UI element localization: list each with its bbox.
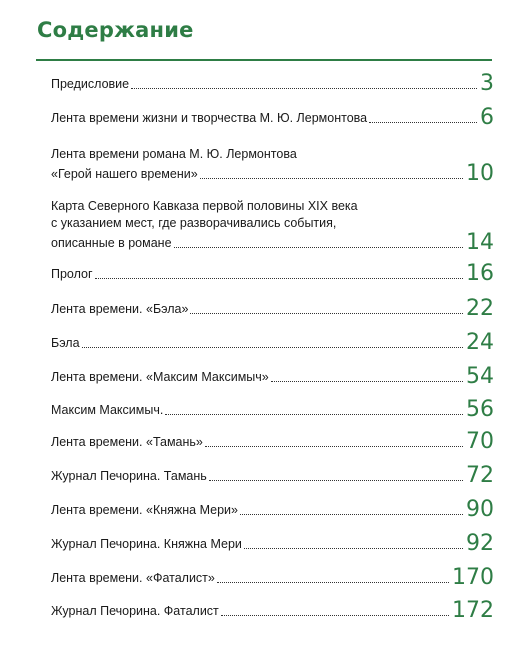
toc-entry-title: Лента времени. «Фаталист»	[51, 571, 215, 585]
toc-entry-title: Лента времени. «Тамань»	[51, 435, 203, 449]
toc-entry-1[interactable]	[51, 71, 494, 96]
toc-page-number: 56	[466, 397, 494, 422]
toc-entry-3[interactable]	[51, 146, 494, 186]
toc-entry-title: Лента времени. «Княжна Мери»	[51, 503, 238, 517]
toc-entry-10[interactable]	[51, 429, 494, 454]
toc-page-number: 10	[466, 161, 494, 186]
dot-leader	[217, 582, 449, 583]
toc-entry-11[interactable]	[51, 463, 494, 488]
toc-entry-title: Журнал Печорина. Княжна Мери	[51, 537, 242, 551]
toc-entry-5[interactable]	[51, 261, 494, 286]
toc-entry-4[interactable]	[51, 198, 494, 255]
toc-entry-title: «Герой нашего времени»	[51, 167, 198, 181]
dot-leader	[244, 548, 463, 549]
toc-page-number: 170	[452, 565, 494, 590]
dot-leader	[221, 615, 449, 616]
toc-entry-9[interactable]	[51, 397, 494, 422]
toc-page-number: 24	[466, 330, 494, 355]
dot-leader	[205, 446, 463, 447]
toc-entry-title: Максим Максимыч.	[51, 403, 164, 417]
toc-entry-title: с указанием мест, где разворачивались события,	[51, 216, 337, 230]
dot-leader	[174, 247, 463, 248]
toc-entry-2[interactable]	[51, 105, 494, 130]
dot-leader	[369, 122, 477, 123]
toc-page-number: 54	[466, 364, 494, 389]
dot-leader	[190, 313, 463, 314]
toc-entry-8[interactable]	[51, 364, 494, 389]
toc-entry-6[interactable]	[51, 296, 494, 321]
toc-page-number: 172	[452, 598, 494, 623]
toc-page-number: 14	[466, 230, 494, 255]
title-divider	[36, 59, 492, 61]
dot-leader	[209, 480, 463, 481]
toc-entry-title: Лента времени. «Бэла»	[51, 302, 189, 316]
toc-entry-12[interactable]	[51, 497, 494, 522]
toc-page-number: 92	[466, 531, 494, 556]
toc-entry-title: Бэла	[51, 336, 80, 350]
toc-entry-title: Пролог	[51, 267, 93, 281]
toc-entry-title: Предисловие	[51, 77, 130, 91]
toc-entry-title: Лента времени. «Максим Максимыч»	[51, 370, 269, 384]
toc-entry-14[interactable]	[51, 565, 494, 590]
dot-leader	[200, 178, 463, 179]
toc-entry-title: описанные в романе	[51, 236, 172, 250]
dot-leader	[82, 347, 463, 348]
toc-entry-title: Лента времени романа М. Ю. Лермонтова	[51, 147, 297, 161]
page-title: Содержание	[37, 18, 194, 42]
toc-page-number: 70	[466, 429, 494, 454]
dot-leader	[165, 414, 463, 415]
dot-leader	[95, 278, 463, 279]
toc-entry-title: Карта Северного Кавказа первой половины XIX века	[51, 199, 358, 213]
toc-page-number: 22	[466, 296, 494, 321]
toc-entry-7[interactable]	[51, 330, 494, 355]
toc-entry-title: Лента времени жизни и творчества М. Ю. Лермонтова	[51, 111, 368, 125]
toc-page-number: 16	[466, 261, 494, 286]
toc-entry-13[interactable]	[51, 531, 494, 556]
toc-page-number: 3	[480, 71, 494, 96]
dot-leader	[131, 88, 477, 89]
toc-page-number: 6	[480, 105, 494, 130]
toc-entry-title: Журнал Печорина. Фаталист	[51, 604, 219, 618]
toc-page-number: 90	[466, 497, 494, 522]
dot-leader	[240, 514, 463, 515]
toc-entry-15[interactable]	[51, 598, 494, 623]
toc-page-number: 72	[466, 463, 494, 488]
toc-entry-title: Журнал Печорина. Тамань	[51, 469, 207, 483]
dot-leader	[271, 381, 463, 382]
